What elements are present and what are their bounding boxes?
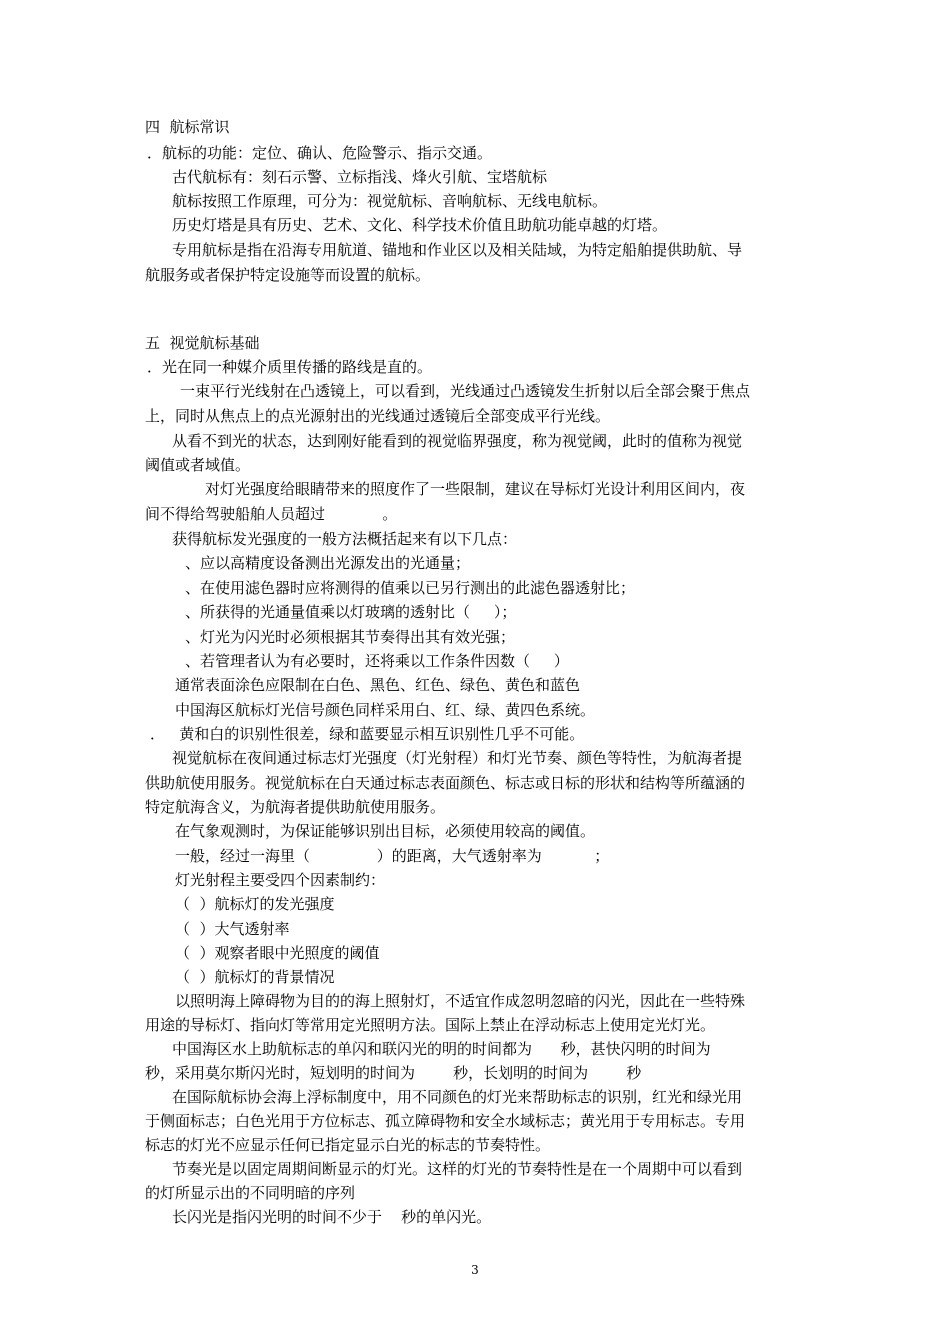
s5-line-33: 标志的灯光不应显示任何已指定显示白光的标志的节奏特性。	[145, 1136, 551, 1154]
s5-line-3: 上，同时从焦点上的点光源射出的光线通过透镜后全部变成平行光线。	[145, 407, 611, 425]
s5-line-7: 间不得给驾驶船舶人员超过 。	[145, 505, 398, 523]
page-number: 3	[471, 1263, 479, 1277]
s4-line-1: ．航标的功能：定位、确认、危险警示、指示交通。	[147, 144, 493, 162]
s5-line-6: 对灯光强度给眼睛带来的照度作了一些限制，建议在导标灯光设计利用区间内，夜	[205, 480, 746, 498]
section-4-heading: 四 航标常识	[145, 118, 230, 136]
s5-line-17: 视觉航标在夜间通过标志灯光强度（灯光射程）和灯光节奏、颜色等特性，为航海者提	[172, 749, 743, 767]
s5-line-28: 用途的导标灯、指向灯等常用定光照明方法。国际上禁止在浮动标志上使用定光灯光。	[145, 1016, 716, 1034]
s5-line-1: ．光在同一种媒介质里传播的路线是直的。	[147, 358, 433, 376]
s4-line-3: 航标按照工作原理，可分为：视觉航标、音响航标、无线电航标。	[172, 192, 608, 210]
section-5-heading: 五 视觉航标基础	[145, 334, 260, 352]
s5-line-15: 中国海区航标灯光信号颜色同样采用白、红、绿、黄四色系统。	[175, 701, 596, 719]
s5-line-34: 节奏光是以固定周期间断显示的灯光。这样的灯光的节奏特性是在一个周期中可以看到	[172, 1160, 743, 1178]
s4-line-5: 专用航标是指在沿海专用航道、锚地和作业区以及相关陆域，为特定船舶提供助航、导	[172, 241, 743, 259]
s5-line-18: 供助航使用服务。视觉航标在白天通过标志表面颜色、标志或日标的形状和结构等所蕴涵的	[145, 774, 746, 792]
s5-line-29: 中国海区水上助航标志的单闪和联闪光的明的时间都为 秒，甚快闪明的时间为	[172, 1040, 711, 1058]
s5-line-14: 通常表面涂色应限制在白色、黑色、红色、绿色、黄色和蓝色	[175, 676, 581, 694]
s5-line-19: 特定航海含义，为航海者提供助航使用服务。	[145, 798, 446, 816]
s5-line-4: 从看不到光的状态，达到刚好能看到的视觉临界强度，称为视觉阈，此时的值称为视觉	[172, 432, 743, 450]
s4-line-6: 航服务或者保护特定设施等而设置的航标。	[145, 266, 431, 284]
s5-line-23: （ ）航标灯的发光强度	[175, 895, 335, 913]
s5-line-10: 、在使用滤色器时应将测得的值乘以已另行测出的此滤色器透射比；	[185, 579, 636, 597]
s5-line-20: 在气象观测时，为保证能够识别出目标，必须使用较高的阈值。	[175, 822, 596, 840]
s5-line-13: 、若管理者认为有必要时，还将乘以工作条件因数（ ）	[185, 652, 569, 670]
s5-line-32: 于侧面标志；白色光用于方位标志、孤立障碍物和安全水域标志；黄光用于专用标志。专用	[145, 1112, 746, 1130]
s5-line-36: 长闪光是指闪光明的时间不少于 秒的单闪光。	[172, 1208, 492, 1226]
s5-line-12: 、灯光为闪光时必须根据其节奏得出其有效光强；	[185, 628, 516, 646]
s5-line-30: 秒，采用莫尔斯闪光时，短划明的时间为 秒，长划明的时间为 秒	[145, 1064, 642, 1082]
s5-line-16: ． 黄和白的识别性很差，绿和蓝要显示相互识别性几乎不可能。	[150, 725, 585, 743]
s5-line-35: 的灯所显示出的不同明暗的序列	[145, 1184, 356, 1202]
s5-line-26: （ ）航标灯的背景情况	[175, 968, 335, 986]
s5-line-25: （ ）观察者眼中光照度的阈值	[175, 944, 380, 962]
s5-line-22: 灯光射程主要受四个因素制约：	[175, 871, 386, 889]
s5-line-24: （ ）大气透射率	[175, 920, 290, 938]
s5-line-9: 、应以高精度设备测出光源发出的光通量；	[185, 554, 471, 572]
s5-line-31: 在国际航标协会海上浮标制度中，用不同颜色的灯光来帮助标志的识别，红光和绿光用	[172, 1088, 743, 1106]
s4-line-4: 历史灯塔是具有历史、艺术、文化、科学技术价值且助航功能卓越的灯塔。	[172, 216, 668, 234]
s4-line-2: 古代航标有：刻石示警、立标指浅、烽火引航、宝塔航标	[172, 168, 548, 186]
s5-line-21: 一般，经过一海里（ ）的距离，大气透射率为 ；	[175, 847, 610, 865]
s5-line-11: 、所获得的光通量值乘以灯玻璃的透射比（ ）；	[185, 603, 517, 621]
s5-line-8: 获得航标发光强度的一般方法概括起来有以下几点：	[172, 530, 518, 548]
s5-line-2: 一束平行光线射在凸透镜上，可以看到，光线通过凸透镜发生折射以后全部会聚于焦点	[180, 382, 751, 400]
s5-line-5: 阈值或者域值。	[145, 456, 251, 474]
s5-line-27: 以照明海上障碍物为目的的海上照射灯，不适宜作成忽明忽暗的闪光，因此在一些特殊	[175, 992, 746, 1010]
